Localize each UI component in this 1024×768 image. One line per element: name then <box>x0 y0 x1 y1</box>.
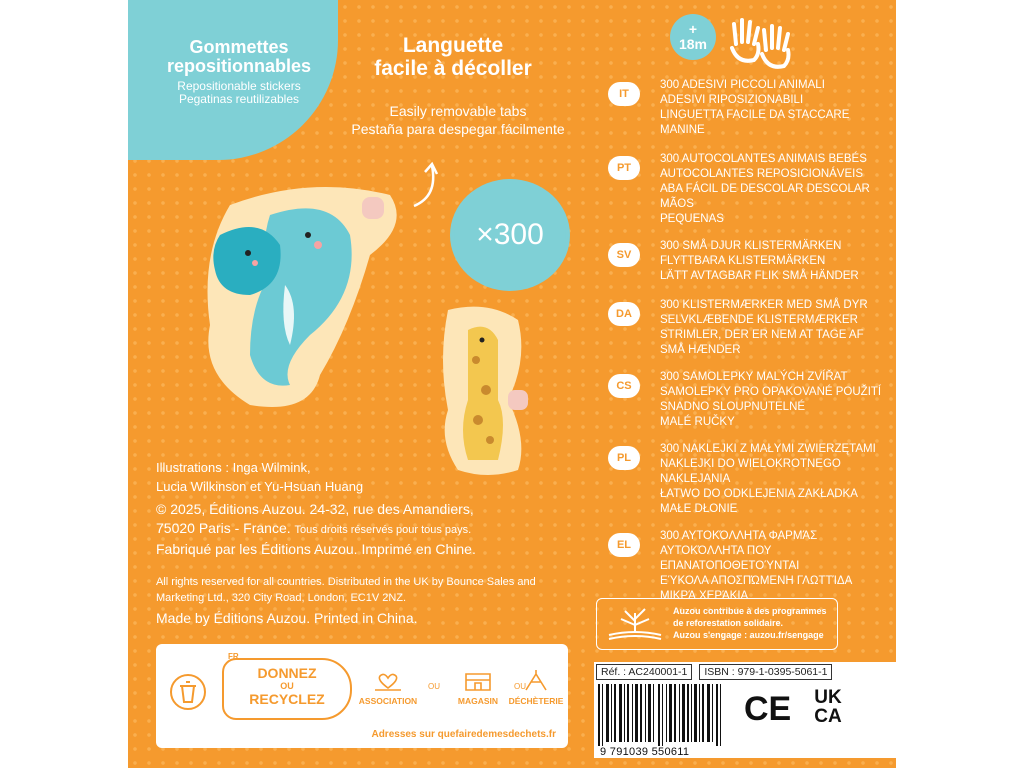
copyright-block <box>156 500 576 559</box>
age-badge <box>670 14 716 60</box>
language-block-el <box>598 529 888 604</box>
language-line: 300 AUTOCOLANTES ANIMAIS BEBÉS <box>660 153 867 165</box>
language-block-sv <box>598 239 888 284</box>
language-block-cs <box>598 370 888 430</box>
copyright-line3: Fabriqué par les Éditions Auzou. Imprimé en Chine. <box>156 541 476 557</box>
language-line: PEQUENAS <box>660 213 724 225</box>
tab-note-title-line2: facile à décoller <box>374 57 532 80</box>
language-line: ΑΥΤΟΚΌΛΛΗΤΑ ΠΟΥ <box>660 545 772 557</box>
barcode-icon <box>596 684 736 746</box>
language-block-pl <box>598 442 888 517</box>
language-line: ΜΙΚΡΆ ΧΕΡΆΚΙΑ <box>660 590 749 602</box>
subtitle-es: Pegatinas reutilizables <box>178 92 300 106</box>
language-block-it <box>598 78 888 138</box>
recycling-address-link[interactable]: Adresses sur quefairedemesdechets.fr <box>371 729 556 740</box>
language-line: 300 KLISTERMÆRKER MED SMÅ DYR <box>660 299 868 311</box>
language-list <box>598 78 888 604</box>
giraffe-sticker-illustration <box>428 300 548 480</box>
language-line: 300 SMÅ DJUR KLISTERMÄRKEN <box>660 240 842 252</box>
copyright-line1: © 2025, Éditions Auzou. 24-32, rue des Amandiers, <box>156 501 474 517</box>
language-code-badge: SV <box>608 243 640 267</box>
option-association <box>356 668 420 706</box>
ukca-line2: CA <box>814 706 842 727</box>
language-line: 300 NAKLEJKI Z MAŁYMI ZWIERZĘTAMI <box>660 443 876 455</box>
language-line: SMÅ HÆNDER <box>660 344 741 356</box>
hands-icon <box>728 14 798 70</box>
copyright-line2a: 75020 Paris - France. <box>156 520 291 536</box>
language-line: ŁATWO DO ODKLEJENIA ZAKŁADKA <box>660 488 858 500</box>
language-code-badge: PL <box>608 446 640 470</box>
reforestation-line3: Auzou s'engage : auzou.fr/sengage <box>673 630 824 640</box>
store-icon <box>463 668 493 694</box>
language-line: 300 SAMOLEPKY MALÝCH ZVÍŘAT <box>660 371 848 383</box>
language-code-badge: CS <box>608 374 640 398</box>
waste-center-icon <box>521 668 551 694</box>
made-by-text: Made by Éditions Auzou. Printed in China. <box>156 610 418 626</box>
credits-line1: Illustrations : Inga Wilmink, <box>156 460 311 475</box>
reforestation-badge <box>596 598 838 650</box>
recycle-trash-icon <box>168 672 208 712</box>
ukca-mark <box>806 688 850 726</box>
language-block-da <box>598 298 888 358</box>
reforestation-text <box>673 605 827 641</box>
language-code-badge: IT <box>608 82 640 106</box>
option-association-label: ASSOCIATION <box>358 696 418 706</box>
tab-note-sub-en: Easily removable tabs <box>389 103 527 119</box>
donate-recycle-tag <box>222 658 352 720</box>
language-line: STRIMLER, DER ER NEM AT TAGE AF <box>660 329 864 341</box>
language-block-pt <box>598 152 888 227</box>
donate-label: DONNEZ <box>257 665 317 681</box>
ref-isbn-row <box>596 666 832 678</box>
or-label: OU <box>280 681 294 691</box>
option-waste-center-label: DÉCHÈTERIE <box>508 696 564 706</box>
product-ref: Réf. : AC240001-1 <box>596 664 692 680</box>
language-line: 300 ADESIVI PICCOLI ANIMALI <box>660 79 825 91</box>
credits-line2: Lucia Wilkinson et Yu-Hsuan Huang <box>156 479 364 494</box>
copyright-line2b: Tous droits réservés pour tous pays. <box>294 524 472 536</box>
ukca-line1: UK <box>814 687 842 708</box>
illustration-credits <box>156 458 363 496</box>
or-separator: OU <box>514 682 526 691</box>
language-line: SELVKLÆBENDE KLISTERMÆRKER <box>660 314 858 326</box>
language-line: MALÉ RUČKY <box>660 416 735 428</box>
recycling-info-panel <box>156 644 568 748</box>
tab-note-sub-es: Pestaña para despegar fácilmente <box>351 121 565 137</box>
language-line: LINGUETTA FACILE DA STACCARE MANINE <box>660 109 850 136</box>
tree-book-icon <box>603 603 667 643</box>
tab-note-title <box>338 34 568 80</box>
language-line: SNADNO SLOUPNUTELNÉ <box>660 401 806 413</box>
recycle-label: RECYCLEZ <box>249 691 325 707</box>
language-line: MAŁE DŁONIE <box>660 503 738 515</box>
tab-note-subtitle <box>308 102 608 138</box>
product-info-panel <box>594 662 896 758</box>
heart-hand-icon <box>373 668 403 694</box>
language-code-badge: DA <box>608 302 640 326</box>
reforestation-line1: Auzou contribue à des programmes <box>673 606 827 616</box>
option-store-label: MAGASIN <box>457 696 499 706</box>
ce-mark: CE <box>744 690 792 728</box>
language-line: LÄTT AVTAGBAR FLIK SMÅ HÄNDER <box>660 270 859 282</box>
language-code-badge: PT <box>608 156 640 180</box>
dolphins-sticker-illustration <box>190 175 440 425</box>
language-line: ΕΠΑΝΑΤΟΠΟΘΕΤΟΎΝΤΑΙ <box>660 560 800 572</box>
product-isbn: ISBN : 979-1-0395-5061-1 <box>699 664 832 680</box>
option-store <box>446 668 510 706</box>
language-line: SAMOLEPKY PRO OPAKOVANÉ POUŽITÍ <box>660 386 882 398</box>
tab-note-title-line1: Languette <box>402 34 504 57</box>
subtitle-en: Repositionable stickers <box>177 79 301 93</box>
ean-number: 9 791039 550611 <box>600 746 690 758</box>
language-line: ABA FÁCIL DE DESCOLAR DESCOLAR MÃOS <box>660 183 870 210</box>
language-line: ADESIVI RIPOSIZIONABILI <box>660 94 804 106</box>
language-line: NAKLEJKI DO WIELOKROTNEGO NAKLEJANIA <box>660 458 841 485</box>
count-badge: ×300 <box>454 183 566 287</box>
option-waste-center <box>506 668 566 706</box>
language-line: FLYTTBARA KLISTERMÄRKEN <box>660 255 826 267</box>
uk-rights-text: All rights reserved for all countries. Distributed in the UK by Bounce Sales and Marketing Ltd., 320 City Road, London, EC1V 2NZ. <box>156 576 536 604</box>
or-separator: OU <box>428 682 440 691</box>
repositionable-title: Gommettes repositionnables <box>166 37 312 76</box>
product-back-cover <box>128 0 896 768</box>
reforestation-line2: de reforestation solidaire. <box>673 618 784 628</box>
language-code-badge: EL <box>608 533 640 557</box>
recycle-fr-label: FR <box>228 652 239 661</box>
language-line: 300 ΑΥΤΟΚΌΛΛΗΤΑ ΦΑΡΜΆΣ <box>660 530 818 542</box>
age-plus: + <box>688 21 698 37</box>
age-months: 18m <box>678 36 708 52</box>
language-line: ΕΎΚΟΛΑ ΑΠΟΣΠΏΜΕΝΗ ΓΛΩΤΤΊΔΑ <box>660 575 853 587</box>
language-line: AUTOCOLANTES REPOSICIONÁVEIS <box>660 168 864 180</box>
